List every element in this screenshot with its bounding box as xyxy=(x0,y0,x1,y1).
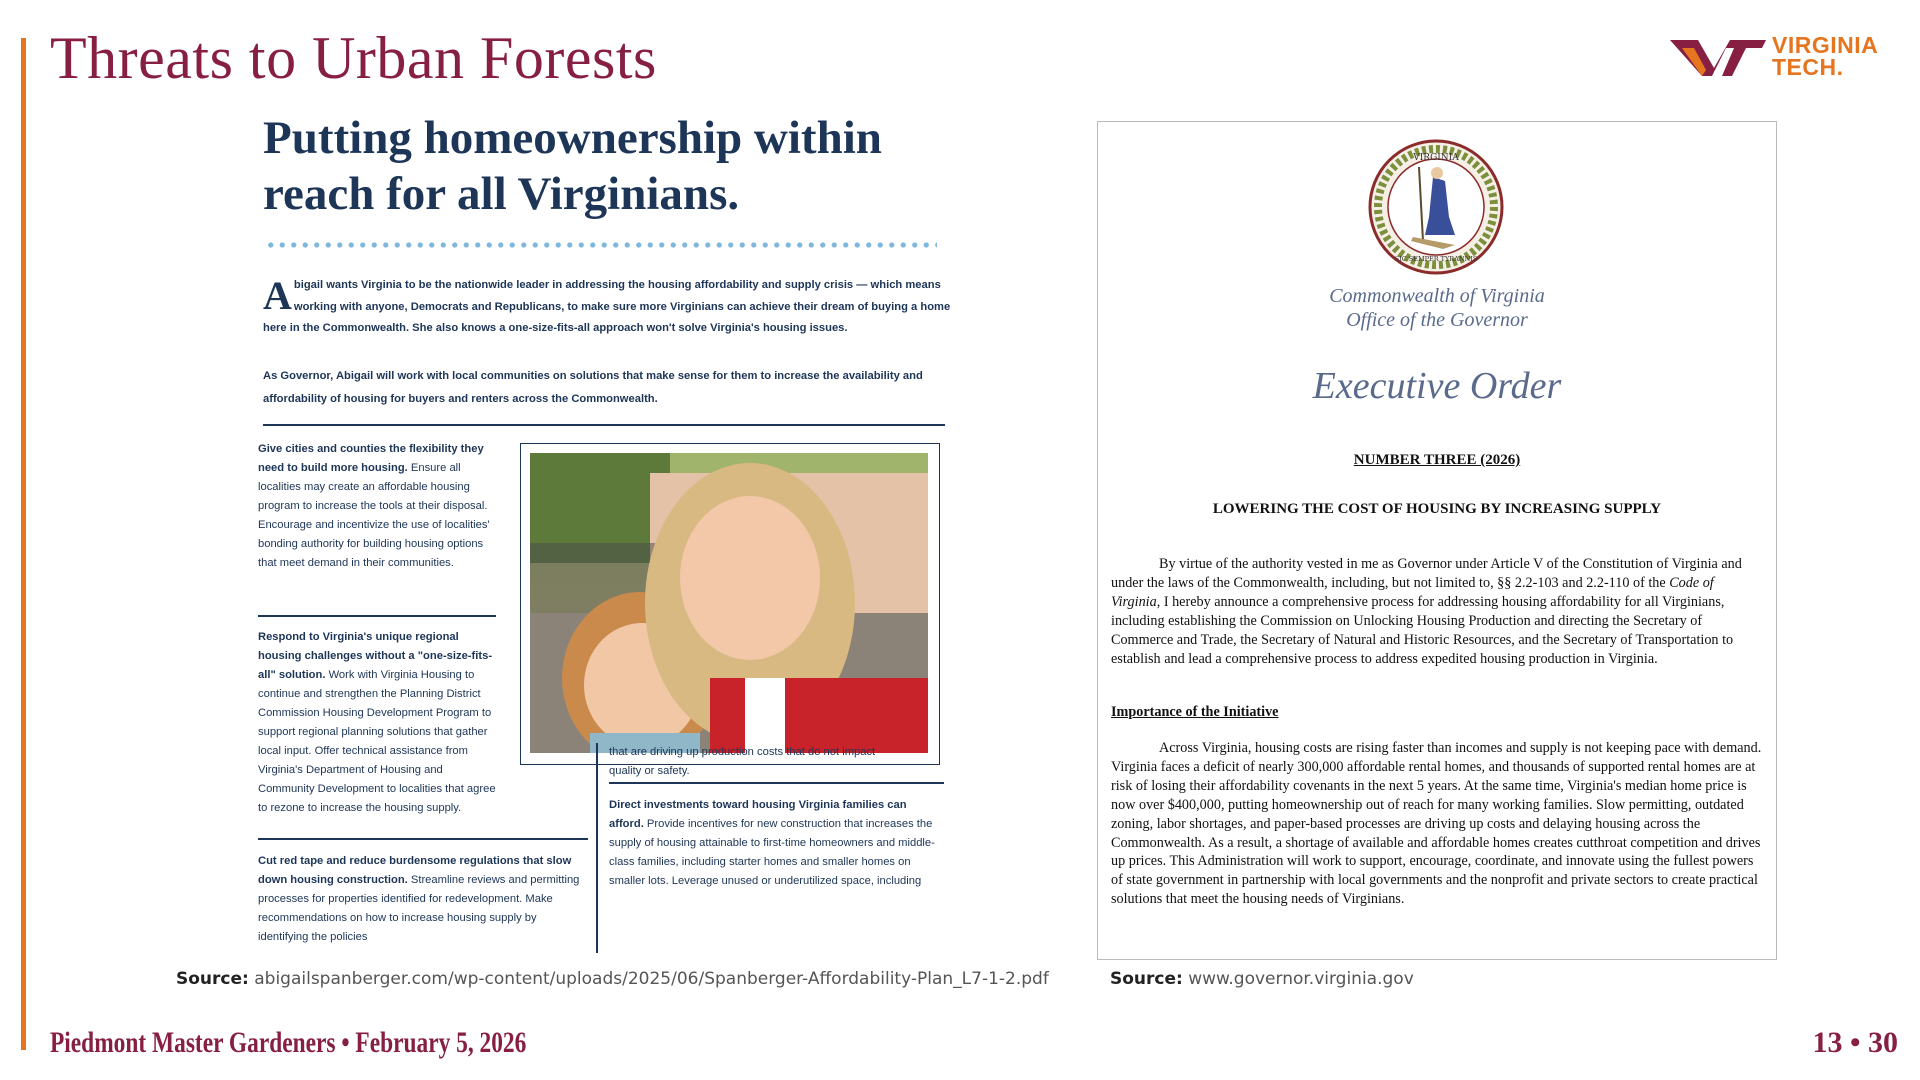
executive-order-heading: Executive Order xyxy=(1312,365,1562,407)
divider xyxy=(258,838,588,840)
footer-text: Piedmont Master Gardeners • February 5, 2026 xyxy=(50,1026,527,1059)
item-investments: Direct investments toward housing Virginia families can afford. Provide incentives for new construction that increases the supply of housing attainable to first-time homeowners and middle-class families, including starter homes and smaller homes on smaller lots. Leverage unused or underutilized space, including xyxy=(609,799,935,887)
virginia-seal-icon xyxy=(1363,137,1509,277)
flyer-intro-2: As Governor, Abigail will work with local communities on solutions that make sense for them to increase the availability and affordability of housing for buyers and renters across the Commonwealth. xyxy=(263,370,923,405)
source-left: Source: abigailspanberger.com/wp-content/uploads/2025/06/Spanberger-Affordability-Plan_L7-1-2.pdf xyxy=(176,969,1049,989)
item-red-tape-cont: that are driving up production costs that do not impact quality or safety. xyxy=(609,746,876,777)
svg-text:VIRGINIA: VIRGINIA xyxy=(1413,153,1459,163)
dotted-divider xyxy=(265,240,937,250)
section-heading: Importance of the Initiative xyxy=(1111,704,1279,720)
divider xyxy=(258,615,496,617)
divider xyxy=(263,424,945,426)
column-rule xyxy=(596,743,598,953)
divider xyxy=(609,782,944,784)
office-line-2: Office of the Governor xyxy=(1346,309,1528,331)
item-red-tape: Cut red tape and reduce burdensome regulations that slow down housing construction. Streamline reviews and permitting processes for properties identified for redevelopment. Make recommendations on how to increase housing supply by identifying the policies xyxy=(258,855,580,943)
drop-cap: A xyxy=(263,273,292,318)
candidate-photo xyxy=(520,443,940,765)
item-regional: Respond to Virginia's unique regional housing challenges without a "one-size-fits-all" solution. Work with Virginia Housing to continue and strengthen the Planning District Commission Housing Development Program to support regional planning solutions that gather local input. Offer technical assistance from Virginia's Department of Housing and Community Development to localities that agree to rezone to increase the housing supply. xyxy=(258,631,496,814)
svg-text:SIC SEMPER TYRANNIS: SIC SEMPER TYRANNIS xyxy=(1394,255,1478,263)
accent-bar xyxy=(21,38,26,1050)
order-paragraph-1: By virtue of the authority vested in me as Governor under Article V of the Constitution of Virginia and under the laws of the Commonwealth, including, but not limited to, §§ 2.2-103 and 2.2-110 of the Code of Virginia, I hereby announce a comprehensive process for addressing housing affordability for all Virginians, including establishing the Commission on Unlocking Housing Production and directing the Secretary of Commerce and Trade, the Secretary of Natural and Historic Resources, and the Secretary of Transportation to establish and lead a comprehensive process to address expedited housing production in Virginia. xyxy=(1111,556,1742,667)
flyer-headline: Putting homeownership within reach for all Virginians. xyxy=(263,112,882,220)
photo-image xyxy=(530,453,928,753)
slide-title: Threats to Urban Forests xyxy=(50,25,657,91)
item-flexibility: Give cities and counties the flexibility they need to build more housing. Ensure all localities may create an affordable housing program to increase the tools at their disposal. Encourage and incentivize the use of localities' bonding authority for building housing options that meet demand in their communities. xyxy=(258,443,490,569)
page-number: 13 • 30 xyxy=(1812,1026,1898,1059)
campaign-flyer xyxy=(255,110,951,960)
office-line-1: Commonwealth of Virginia xyxy=(1329,285,1545,307)
order-subject: LOWERING THE COST OF HOUSING BY INCREASING SUPPLY xyxy=(1212,501,1662,517)
flyer-intro: A bigail wants Virginia to be the nationwide leader in addressing the housing affordability and supply crisis — which means working with anyone, Democrats and Republicans, to make sure more Virginians can achieve their dream of buying a home here in the Commonwealth. She also knows a one-size-fits-all approach won't solve Virginia's housing issues. xyxy=(263,273,951,334)
source-right: Source: www.governor.virginia.gov xyxy=(1110,969,1414,989)
executive-order-document xyxy=(1097,121,1777,960)
order-paragraph-2: Across Virginia, housing costs are rising faster than incomes and supply is not keeping pace with demand. Virginia faces a deficit of nearly 300,000 affordable rental homes, and thousands of supported rental homes are at risk of losing their affordability covenants in the next 5 years. At the same time, Virginia's median home price is now over $400,000, putting homeownership out of reach for many working families. Slow permitting, outdated zoning, labor shortages, and paper-based processes are driving up costs and delaying housing across the Commonwealth. As a result, a shortage of available and affordable homes creates cutthroat competition and drives up prices. This Administration will work to support, encourage, coordinate, and innovate using the fullest powers of state government in partnership with local governments and the nonprofit and private sectors to create practical solutions that meet the housing needs of Virginians. xyxy=(1111,740,1762,908)
vt-monogram-icon xyxy=(1668,34,1768,82)
virginia-tech-logo xyxy=(1668,34,1908,86)
order-number: NUMBER THREE (2026) xyxy=(1353,452,1521,468)
logo-wordmark: VIRGINIA TECH. xyxy=(1772,32,1879,80)
